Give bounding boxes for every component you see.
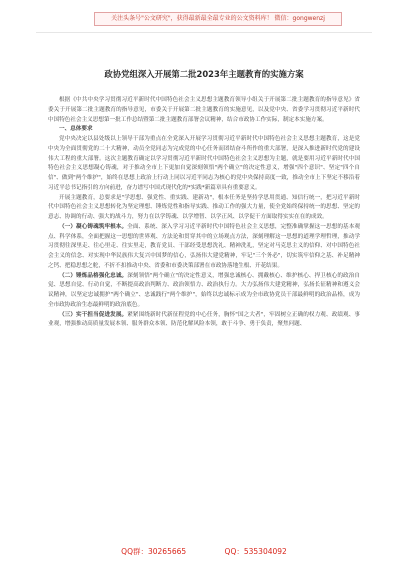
subsection-heading: （三）实干担当促进发展。 [59, 311, 128, 318]
document-title: 政协党组深入开展第二批2023年主题教育的实施方案 [104, 69, 304, 79]
body-paragraph: 党中央决定以县处级以上领导干部为重点在全党深入开展学习贯彻习近平新时代中国特色社会主义思想主题教育，这是党中央为全面贯彻党的二十大精神，动员全党同志为完成党的中心任务而团结奋斗所作的重大部署，是深入推进新时代党的建设伟大工程的重大部署。这次主题教育确定以学习贯彻习近平新时代中国特色社会主义思想为主题，就是要用习近平新时代中国特色社会主义思想凝心铸魂，对于推动全市上下更加自觉深刻领悟"两个确立"的决定性意义，增强"四个意识"、坚定"四个自信"、做到"两个维护"，始终在思想上政治上行动上同以习近平同志为核心的党中央保持高度一致，推动全市上下坚定不移沿着习近平总书记指引的方向前进，奋力谱写中国式现代化的*实践*新篇章具有重要意义。 [48, 136, 360, 191]
header-divider [36, 32, 372, 33]
subsection-heading: （二）锤炼品格强化忠诚。 [59, 272, 128, 279]
footer-qq-group: QQ群：30265665 [121, 547, 187, 556]
subsection-paragraph [48, 272, 360, 311]
page-footer [0, 546, 408, 557]
subsection-paragraph [48, 311, 360, 331]
document-body [48, 96, 360, 330]
promo-banner[interactable]: 关注头条号"公文研究"，获得最新最全最专业的公文资料库！ 微信：gongwenzj [94, 12, 342, 26]
subsection-text: 紧紧围绕新时代新征程党的中心任务，胸怀"国之大者"，牢固树立正确的权力观、政绩观、事业观，增强推动高质量发展本领、服务群众本领、防范化解风险本领，敢于斗争、勇于负责，聚焦问题、 [48, 311, 360, 328]
footer-qq-number: QQ：535304092 [224, 547, 287, 556]
body-paragraph: 开展主题教育，总要求是"学思想、强党性、重实践、建新功"，根本任务是坚持学思用贯通、知信行统一，把习近平新时代中国特色社会主义思想转化为坚定理想、锤炼党性和指导实践、推动工作的强大力量，使全党始终保持统一的思想、坚定的意志、协调的行动、强大的战斗力，努力在以学铸魂、以学增智、以学正风、以学促干方面取得实实在在的成效。 [48, 194, 360, 220]
subsection-paragraph [48, 223, 360, 272]
section-heading: 一、总体要求 [59, 126, 93, 133]
subsection-text: 全面、系统、深入学习习近平新时代中国特色社会主义思想，完整准确掌握这一思想的基本观点、科学体系，全面把握这一思想的世界观、方法论和贯穿其中的立场观点方法，深刻理解这一思想的道理学理哲理，推动学习贯彻往深里走、往心里走、往实里走，教育党员、干部经受思想洗礼、精神洗礼，坚定对马克思主义的信仰、对中国特色社会主义的信念、对实现中华民族伟大复兴中国梦的信心，弘扬伟大建党精神，牢记"三个务必"，切实筑牢信仰之基、补足精神之钙、把稳思想之舵，不折不扣推动中央、省委和市委决策部署在市政协落地生根、开花结果。 [48, 223, 360, 269]
intro-paragraph: 根据《中共中央学习贯彻习近平新时代中国特色社会主义思想主题教育领导小组关于开展第二批主题教育的指导意见》省委关于开展第二批主题教育的指导意见，市委关于开展第二批主题教育的实施意见，以及党中央、省委学习贯彻习近平新时代中国特色社会主义思想第一批工作总结暨第二批主题教育部署会议精神，结合市政协工作实际，制定本实施方案。 [48, 97, 360, 123]
subsection-heading: （一）凝心铸魂筑牢根本。 [59, 223, 128, 230]
subsection-text: 深刻领悟"两个确立"的决定性意义，增强忠诚核心、拥戴核心、维护核心、捍卫核心的政治自觉、思想自觉、行动自觉，不断提高政治判断力、政治领悟力、政治执行力。大力弘扬伟大建党精神，弘扬长征精神和遵义会议精神，以坚定忠诚拥护"两个确立"、忠诚践行"两个维护"，始终以忠诚标示成为全市政协党员干部最鲜明的政治品格，成为全市政协政治生态最鲜明的政治底色。 [48, 272, 360, 308]
